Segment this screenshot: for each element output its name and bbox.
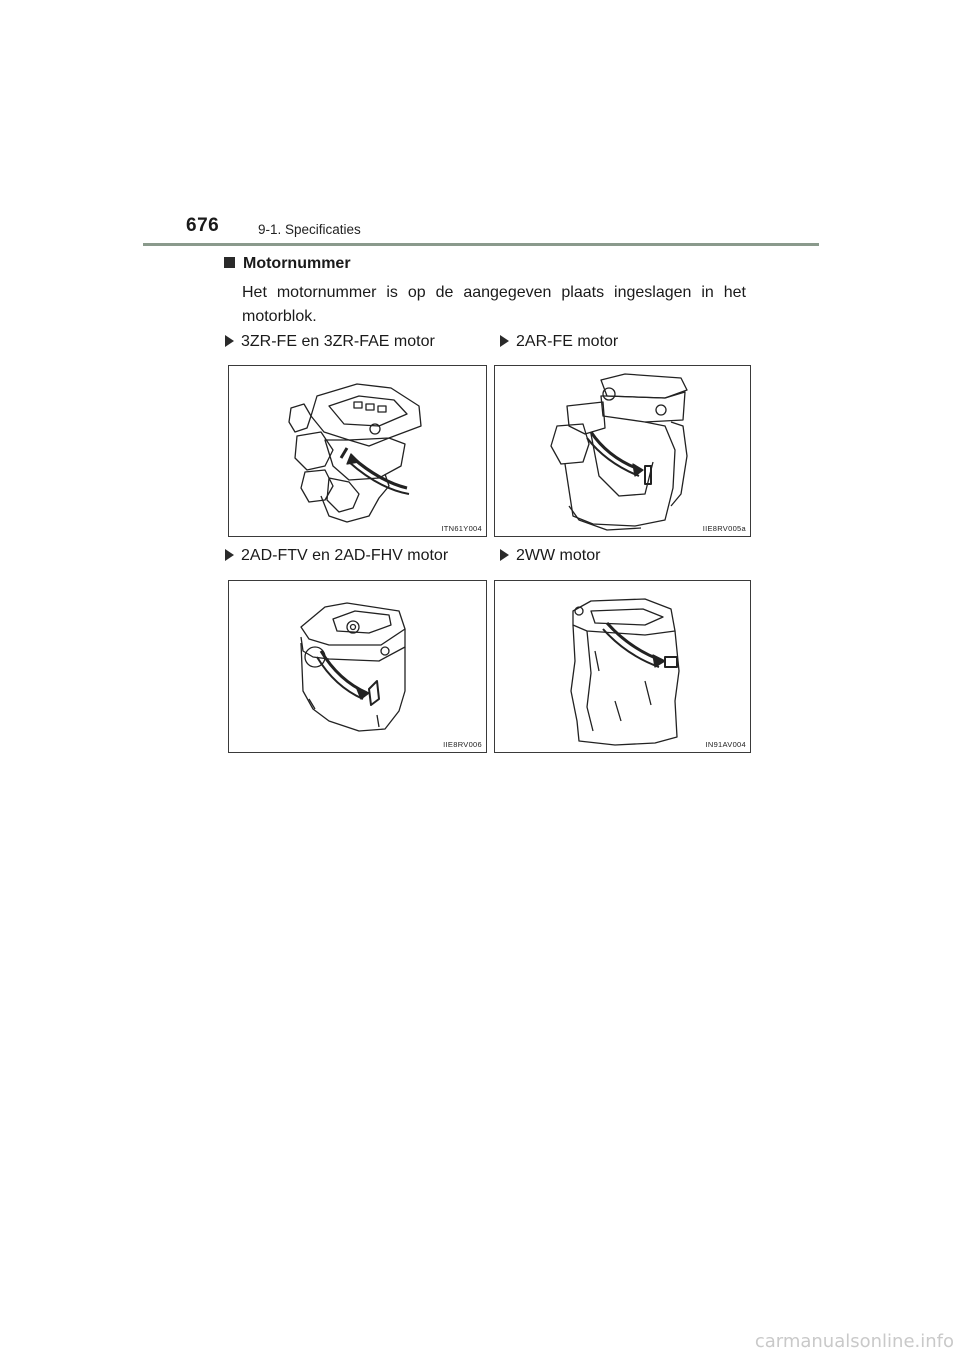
figure-caption-2: 2AR-FE motor [500, 333, 618, 351]
body-paragraph: Het motornummer is op de aangegeven plaats ingeslagen in het motorblok. [242, 284, 746, 325]
heading-text: Motornummer [243, 255, 351, 272]
triangle-bullet-icon [225, 335, 234, 347]
figure-caption-1: 3ZR-FE en 3ZR-FAE motor [225, 333, 435, 351]
engine-illustration-icon [495, 581, 750, 752]
triangle-bullet-icon [225, 549, 234, 561]
figure-code: IIE8RV005a [702, 524, 746, 533]
engine-illustration-icon [495, 366, 750, 536]
triangle-bullet-icon [500, 549, 509, 561]
triangle-bullet-icon [500, 335, 509, 347]
figure-2 [494, 365, 751, 537]
figure-1 [228, 365, 487, 537]
figure-caption-4: 2WW motor [500, 547, 600, 565]
figure-code: IIE8RV006 [443, 740, 482, 749]
watermark: carmanualsonline.info [754, 1331, 954, 1352]
figure-3 [228, 580, 487, 753]
section-heading [224, 255, 351, 273]
bullet-square-icon [224, 257, 235, 268]
figure-4 [494, 580, 751, 753]
engine-illustration-icon [229, 581, 486, 752]
figure-code: ITN61Y004 [441, 524, 482, 533]
section-title: 9-1. Specificaties [258, 222, 361, 237]
figure-code: IN91AV004 [705, 740, 746, 749]
figure-caption-3: 2AD-FTV en 2AD-FHV motor [225, 547, 448, 565]
page-number: 676 [186, 215, 220, 236]
header-rule [143, 243, 819, 246]
engine-illustration-icon [229, 366, 486, 536]
